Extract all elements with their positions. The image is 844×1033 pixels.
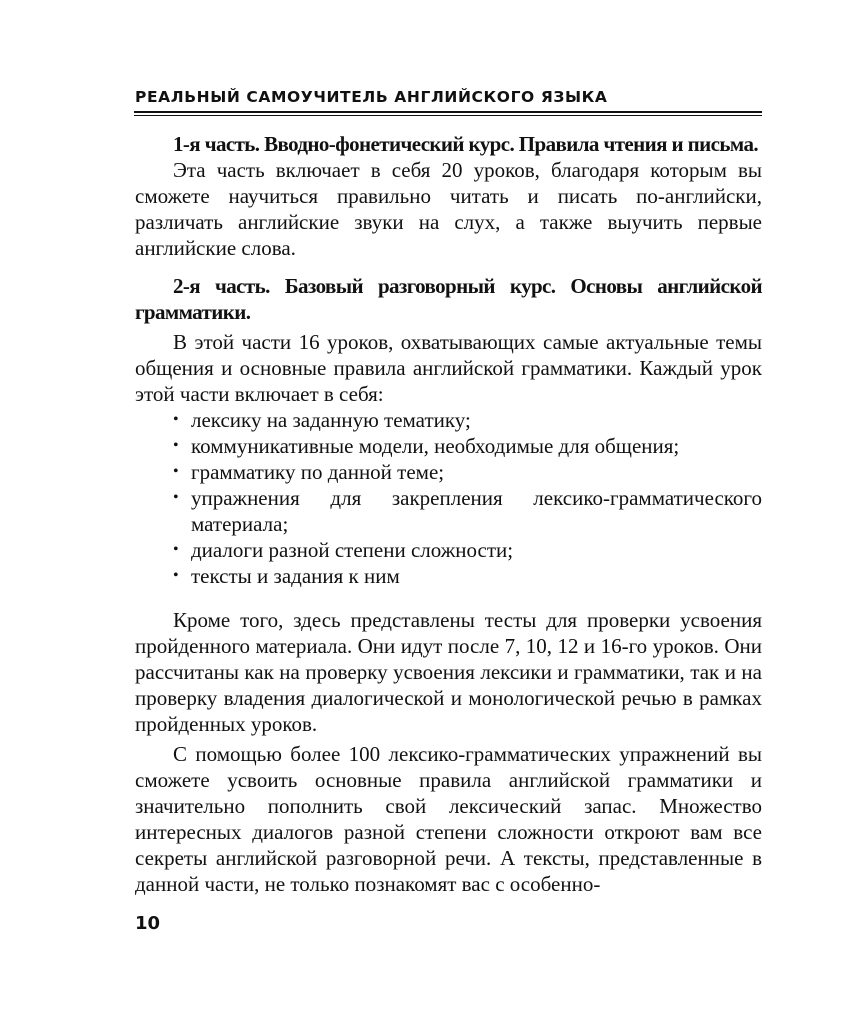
part1-text: Эта часть включает в себя 20 уроков, благодаря которым вы сможете научиться правильно читать и писать по-английски, различать английские звуки на слух, а также выучить первые английские слова. [135, 158, 762, 260]
list-item-text: коммуникативные модели, необходимые для общения; [191, 434, 680, 458]
list-item [173, 407, 762, 433]
bullet-icon: • [173, 489, 179, 506]
list-item [173, 563, 762, 589]
header-rule-thin [134, 115, 762, 116]
list-item-text: упражнения для закрепления лексико-грамматического материала; [191, 486, 762, 536]
part2-heading: 2-я часть. Базовый разговорный курс. Основы английской грамматики. [135, 274, 762, 324]
tests-paragraph: Кроме того, здесь представлены тесты для проверки усвоения пройденного материала. Они идут после 7, 10, 12 и 16-го уроков. Они рассчитаны как на проверку усвоения лексики и грамматики, так и на проверку владения диалогической и монологической речью в рамках пройденных уроков. [135, 608, 762, 736]
running-title: РЕАЛЬНЫЙ САМОУЧИТЕЛЬ АНГЛИЙСКОГО ЯЗЫКА [135, 88, 608, 106]
bullet-icon: • [173, 437, 179, 454]
list-item-text: диалоги разной степени сложности; [191, 538, 514, 562]
list-item-text: грамматику по данной теме; [191, 460, 445, 484]
bullet-icon: • [173, 567, 179, 584]
list-item-text: лексику на заданную тематику; [191, 408, 471, 432]
list-item [173, 433, 762, 459]
list-item [173, 537, 762, 563]
bullet-icon: • [173, 541, 179, 558]
bullet-icon: • [173, 463, 179, 480]
list-item-text: тексты и задания к ним [191, 564, 400, 588]
page-body [135, 131, 762, 897]
list-item [173, 459, 762, 485]
bullet-icon: • [173, 411, 179, 428]
part1-heading: 1-я часть. Вводно-фонетический курс. Правила чтения и письма. [173, 132, 759, 156]
contents-list [135, 407, 762, 589]
list-item [173, 485, 762, 537]
exercises-paragraph: С помощью более 100 лексико-грамматических упражнений вы сможете усвоить основные правила английской грамматики и значительно пополнить свой лексический запас. Множество интересных диалогов разной степени сложности откроют вам все секреты английской разговорной речи. А тексты, представленные в данной части, не только познакомят вас с особенно- [135, 742, 762, 896]
part2-intro: В этой части 16 уроков, охватывающих самые актуальные темы общения и основные правила английской грамматики. Каждый урок этой части включает в себя: [135, 330, 762, 406]
page-number: 10 [135, 913, 161, 934]
header-rule-thick [134, 111, 762, 113]
